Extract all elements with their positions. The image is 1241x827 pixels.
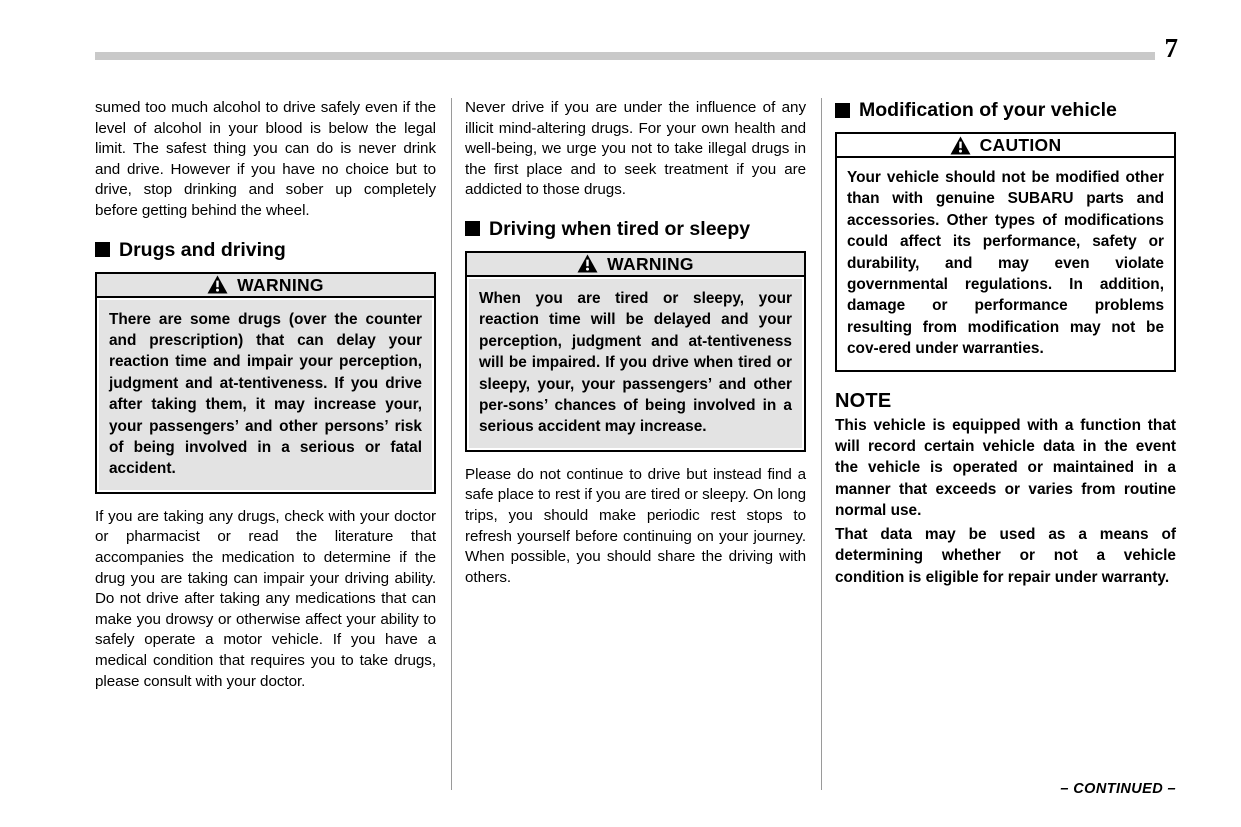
warning-triangle-icon — [207, 275, 228, 294]
warning-box-body — [95, 298, 436, 494]
filled-square-bullet-icon — [835, 103, 850, 118]
paragraph-alcohol-continued: sumed too much alcohol to drive safely even if the level of alcohol in your blood is below the legal limit. The safest thing you can do is never drink and drive. However if you have no choice but to drive, stop drinking and sober up completely before getting behind the wheel. — [95, 99, 436, 219]
column-divider-2 — [821, 98, 822, 790]
note-paragraph-1: This vehicle is equipped with a function that will record certain vehicle data in the event the vehicle is operated or maintained in a manner that exceeds or varies from routine normal use. — [835, 416, 1176, 520]
warning-box-header — [95, 272, 436, 298]
warning-triangle-icon — [950, 136, 971, 155]
paragraph-rest-stops: Please do not continue to drive but instead find a safe place to rest if you are tired or sleepy. On long trips, you should make periodic rest stops to refresh yourself before continuing on your journey. When possible, you should share the driving with others. — [465, 465, 806, 586]
note-paragraph-2: That data may be used as a means of determining whether or not a vehicle condition is eligible for repair under warranty. — [835, 525, 1176, 586]
page-header — [0, 0, 1241, 88]
column-one — [95, 98, 436, 692]
warning-box-header — [465, 251, 806, 277]
header-rule — [95, 52, 1155, 60]
warning-box-title: WARNING — [237, 274, 324, 295]
warning-box-text: When you are tired or sleepy, your reaction time will be delayed and your perception, judgment and at-tentiveness will be impaired. If you drive when tired or sleepy, your, your passengers’ and other per-sons’ chances of being involved in a serious accident may increase. — [479, 289, 792, 436]
section-heading-label: Drugs and driving — [119, 238, 286, 261]
page-number: 7 — [1157, 33, 1179, 63]
note-title: NOTE — [835, 389, 892, 412]
caution-box-title: CAUTION — [979, 135, 1062, 155]
paragraph-drugs-advice: If you are taking any drugs, check with your doctor or pharmacist or read the literature that accompanies the medication to determine if the drug you are taking can impair your driving ability. Do not drive after taking any medications that can make you drowsy or otherwise affect your ability to safely operate a motor vehicle. If you have a medical condition that requires you to take drugs, please consult with your doctor. — [95, 507, 436, 690]
paragraph-illicit-drugs: Never drive if you are under the influence of any illicit mind-altering drugs. For your own health and well-being, we urge you not to take illegal drugs in the first place and to seek treatment if you are addicted to those drugs. — [465, 99, 806, 199]
section-heading-driving-when-tired — [465, 217, 806, 241]
warning-box-title: WARNING — [607, 253, 694, 274]
filled-square-bullet-icon — [465, 221, 480, 236]
column-divider-1 — [451, 98, 452, 790]
warning-box-tired — [465, 251, 806, 452]
warning-box-text: There are some drugs (over the counter and prescription) that can delay your reaction time and impair your perception, judgment and at-tentiveness. If you drive after taking them, it may increase your, your passengers’ and other persons’ risk of being involved in a serious or fatal accident. — [109, 310, 422, 478]
page-content — [0, 98, 1241, 798]
warning-triangle-icon — [577, 254, 598, 273]
caution-box-text: Your vehicle should not be modified other than with genuine SUBARU parts and accessories. Other types of modifications could affect its performance, safety or durability, and may even violate governmental regulations. In addition, damage or performance problems resulting from modification may not be cov-ered under warranties. — [847, 169, 1164, 358]
section-heading-modification — [835, 98, 1176, 122]
filled-square-bullet-icon — [95, 242, 110, 257]
warning-box-body — [465, 277, 806, 452]
caution-box-modification — [835, 132, 1176, 372]
caution-box-body — [835, 158, 1176, 372]
section-heading-drugs-and-driving — [95, 238, 436, 262]
warning-box-drugs — [95, 272, 436, 494]
column-two — [465, 98, 806, 588]
footer-continued-label: – CONTINUED – — [1060, 781, 1176, 797]
note-block — [835, 389, 1176, 588]
section-heading-label: Modification of your vehicle — [859, 99, 1117, 121]
caution-box-header — [835, 132, 1176, 158]
section-heading-label: Driving when tired or sleepy — [489, 217, 751, 240]
column-three — [835, 98, 1176, 588]
